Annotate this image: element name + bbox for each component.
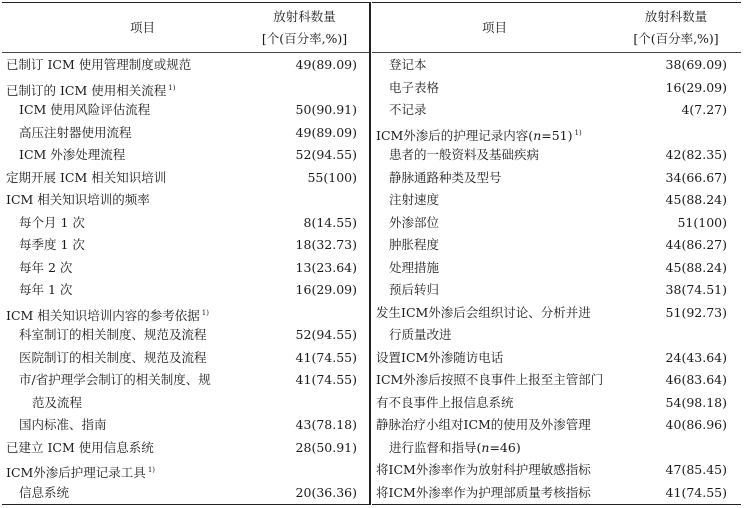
row-label: ICM 相关知识培训的频率 xyxy=(6,192,150,207)
row-label: 有不良事件上报信息系统 xyxy=(376,394,514,410)
table-row xyxy=(2,54,371,77)
row-value: 20(36.36) xyxy=(295,484,357,500)
header-rule xyxy=(372,52,741,53)
table-row xyxy=(2,459,371,482)
row-label: 将ICM外渗率作为放射科护理敏感指标 xyxy=(376,462,591,477)
row-label: 每年 2 次 xyxy=(19,259,73,275)
row-value: 46(83.64) xyxy=(665,372,727,387)
row-label: 处理措施 xyxy=(389,259,440,275)
row-label: 患者的一般资料及基础疾病 xyxy=(389,147,540,162)
row-value: 55(100) xyxy=(307,169,357,185)
row-value: 38(74.51) xyxy=(665,282,727,297)
row-value: 16(29.09) xyxy=(665,79,727,95)
table-row xyxy=(372,347,741,370)
row-label: 电子表格 xyxy=(389,79,440,95)
table-row xyxy=(372,437,741,460)
row-value: 41(74.55) xyxy=(665,484,727,500)
header-count-line1: 放射科数量 xyxy=(273,9,336,24)
table-row xyxy=(2,302,371,325)
row-label: 范及流程 xyxy=(32,394,83,410)
row-label: 静脉通路种类及型号 xyxy=(389,169,502,185)
footnote-marker: 1) xyxy=(168,83,176,92)
row-value: 4(7.27) xyxy=(681,102,727,117)
bottom-rule xyxy=(2,504,371,505)
row-value: 43(78.18) xyxy=(295,417,357,432)
table-row xyxy=(2,324,371,347)
footnote-marker: 1) xyxy=(574,128,582,137)
table-row xyxy=(2,167,371,190)
row-value: 18(32.73) xyxy=(295,237,357,252)
footnote-marker: 1) xyxy=(147,466,155,474)
row-label: 不记录 xyxy=(389,102,427,117)
header-count-line2: [个(百分率,%)] xyxy=(261,31,348,46)
row-value: 28(50.91) xyxy=(295,439,357,455)
row-label: 设置ICM外渗随访电话 xyxy=(376,349,504,365)
row-value: 44(86.27) xyxy=(665,237,727,252)
row-label: ICM外渗后按照不良事件上报至主管部门 xyxy=(376,372,604,387)
row-value: 24(43.64) xyxy=(665,349,727,365)
row-value: 41(74.55) xyxy=(295,349,357,365)
row-label: 发生ICM外渗后会组织讨论、分析并进 xyxy=(376,304,591,320)
row-value: 45(88.24) xyxy=(665,259,727,275)
row-value: 54(98.18) xyxy=(665,394,727,410)
table-row xyxy=(372,212,741,235)
row-value: 49(89.09) xyxy=(295,124,357,140)
table-row xyxy=(372,167,741,190)
row-label: ICM 外渗处理流程 xyxy=(19,147,126,162)
table-row xyxy=(2,212,371,235)
row-value: 49(89.09) xyxy=(295,57,357,72)
row-label: 已制订 ICM 使用管理制度或规范 xyxy=(6,57,192,72)
table-row xyxy=(2,189,371,212)
row-value: 47(85.45) xyxy=(665,462,727,477)
row-label: 肿胀程度 xyxy=(389,237,440,252)
row-label: 将ICM外渗率作为护理部质量考核指标 xyxy=(376,484,591,500)
row-label: 静脉治疗小组对ICM的使用及外渗管理 xyxy=(376,417,591,432)
table-row xyxy=(372,122,741,145)
row-value: 41(74.55) xyxy=(295,372,357,387)
center-divider xyxy=(369,2,371,505)
row-label: 医院制订的相关制度、规范及流程 xyxy=(19,349,207,365)
header-count-line1: 放射科数量 xyxy=(644,9,708,24)
table-row xyxy=(372,302,741,325)
table-row xyxy=(2,99,371,122)
row-label: 外渗部位 xyxy=(389,214,440,230)
row-label: 定期开展 ICM 相关知识培训 xyxy=(6,169,167,185)
table-row xyxy=(372,369,741,392)
table-row xyxy=(372,459,741,482)
row-label: 每个月 1 次 xyxy=(19,214,85,230)
row-value: 13(23.64) xyxy=(295,259,357,275)
row-label: 已建立 ICM 使用信息系统 xyxy=(6,439,154,455)
table-row xyxy=(372,99,741,122)
table-row xyxy=(2,122,371,145)
table-row xyxy=(2,369,371,392)
header-count-line2: [个(百分率,%)] xyxy=(633,31,719,46)
row-label: ICM 相关知识培训内容的参考依据 $^{1)}$ xyxy=(6,307,209,323)
row-value: 42(82.35) xyxy=(665,147,727,162)
row-label: 科室制订的相关制度、规范及流程 xyxy=(19,327,207,342)
row-value: 51(92.73) xyxy=(665,304,727,320)
row-value: 52(94.55) xyxy=(295,327,357,342)
header-item: 项目 xyxy=(130,20,156,35)
row-value: 50(90.91) xyxy=(295,102,357,117)
footnote-marker: 1) xyxy=(201,308,209,317)
row-value: 52(94.55) xyxy=(295,147,357,162)
row-label: 行质量改进 xyxy=(389,327,452,342)
table-row xyxy=(372,392,741,415)
table-row xyxy=(2,482,371,505)
row-value: 45(88.24) xyxy=(665,192,727,207)
row-label: 每季度 1 次 xyxy=(19,237,85,252)
row-label: 进行监督和指导(n=46) xyxy=(389,439,521,455)
table-row xyxy=(372,189,741,212)
row-value: 8(14.55) xyxy=(303,214,357,230)
bottom-rule xyxy=(372,504,741,505)
row-label: 信息系统 xyxy=(19,484,70,500)
table-row xyxy=(2,392,371,415)
table-row xyxy=(2,437,371,460)
header-rule xyxy=(2,52,371,53)
row-label: 每年 1 次 xyxy=(19,282,73,297)
table-row xyxy=(2,77,371,100)
row-value: 38(69.09) xyxy=(665,57,727,72)
row-label: 注射速度 xyxy=(389,192,440,207)
row-value: 40(86.96) xyxy=(665,417,727,432)
top-rule xyxy=(372,2,741,3)
row-value: 51(100) xyxy=(677,214,727,230)
row-value: 16(29.09) xyxy=(295,282,357,297)
table-row xyxy=(2,257,371,280)
row-label: 高压注射器使用流程 xyxy=(19,124,132,140)
table-row xyxy=(2,234,371,257)
table-row xyxy=(372,54,741,77)
table-row xyxy=(372,257,741,280)
row-label: 已制订的 ICM 使用相关流程 $^{1)}$ xyxy=(6,82,176,98)
table-row xyxy=(372,482,741,505)
row-label: 登记本 xyxy=(389,57,427,72)
row-label: 市/省护理学会制订的相关制度、规 xyxy=(19,372,211,387)
table-row xyxy=(372,414,741,437)
table-row xyxy=(2,144,371,167)
row-label: ICM外渗后的护理记录内容(n=51) $^{1)}$ xyxy=(376,127,582,143)
table-row xyxy=(372,234,741,257)
table-row xyxy=(2,414,371,437)
table-row xyxy=(372,279,741,302)
table-row xyxy=(2,347,371,370)
table-row xyxy=(372,324,741,347)
right-table xyxy=(372,2,741,505)
header-item: 项目 xyxy=(482,20,508,35)
table-row xyxy=(372,144,741,167)
row-label: 预后转归 xyxy=(389,282,440,297)
row-label: ICM 使用风险评估流程 xyxy=(19,102,151,117)
top-rule xyxy=(2,2,371,3)
table-row xyxy=(2,279,371,302)
row-value: 34(66.67) xyxy=(665,169,727,185)
table-row xyxy=(372,77,741,100)
row-label: ICM外渗后护理记录工具 $^{1)}$ xyxy=(6,465,155,480)
left-table xyxy=(2,2,371,505)
row-label: 国内标准、指南 xyxy=(19,417,107,432)
